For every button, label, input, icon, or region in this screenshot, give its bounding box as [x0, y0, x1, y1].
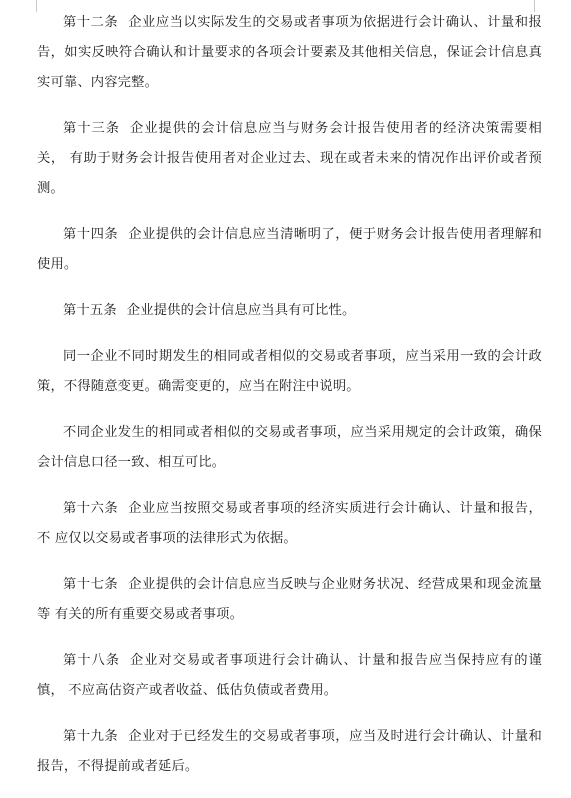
article-number: 第十五条: [63, 303, 117, 318]
paragraph-article-18: [37, 646, 542, 706]
article-number: 第十七条: [63, 577, 119, 592]
paragraph-article-12: [37, 8, 542, 98]
article-text: 企业对于已经发生的交易或者事项，应当及时进行会计确认、计量和报告，不得提前或者延后。: [37, 729, 542, 774]
article-text: 企业提供的会计信息应当清晰明了，便于财务会计报告使用者理解和使用。: [37, 227, 542, 272]
article-number: 第十九条: [63, 729, 119, 744]
paragraph-comparability: [37, 418, 542, 478]
paragraph-article-13: [37, 114, 542, 204]
article-text: 企业提供的会计信息应当反映与企业财务状况、经营成果和现金流量等 有关的所有重要交易或者事项。: [37, 577, 542, 622]
paragraph-text: 不同企业发生的相同或者相似的交易或者事项，应当采用规定的会计政策，确保会计信息口径一致、相互可比。: [37, 425, 542, 470]
paragraph-text: 同一企业不同时期发生的相同或者相似的交易或者事项，应当采用一致的会计政策，不得随意变更。确需变更的，应当在附注中说明。: [37, 349, 542, 394]
article-text: 企业对交易或者事项进行会计确认、计量和报告应当保持应有的谨慎， 不应高估资产或者收益、低估负债或者费用。: [37, 653, 542, 698]
paragraph-consistency: [37, 342, 542, 402]
paragraph-article-19: [37, 722, 542, 782]
paragraph-article-14: [37, 220, 542, 280]
article-number: 第十八条: [63, 653, 120, 668]
article-number: 第十三条: [63, 121, 120, 136]
article-number: 第十六条: [63, 501, 119, 516]
page-corner-mark-left: [24, 0, 37, 12]
article-number: 第十四条: [63, 227, 119, 242]
document-body: [37, 8, 542, 798]
paragraph-article-15: [37, 296, 542, 326]
article-number: 第十二条: [63, 15, 119, 30]
article-text: 企业提供的会计信息应当与财务会计报告使用者的经济决策需要相关， 有助于财务会计报告使用者对企业过去、现在或者未来的情况作出评价或者预测。: [37, 121, 542, 196]
paragraph-article-16: [37, 494, 542, 554]
paragraph-article-17: [37, 570, 542, 630]
article-text: 企业提供的会计信息应当具有可比性。: [126, 303, 356, 318]
article-text: 企业应当以实际发生的交易或者事项为依据进行会计确认、计量和报告，如实反映符合确认和计量要求的各项会计要素及其他相关信息，保证会计信息真实可靠、内容完整。: [37, 15, 542, 90]
article-text: 企业应当按照交易或者事项的经济实质进行会计确认、计量和报告，不 应仅以交易或者事项的法律形式为依据。: [37, 501, 542, 546]
